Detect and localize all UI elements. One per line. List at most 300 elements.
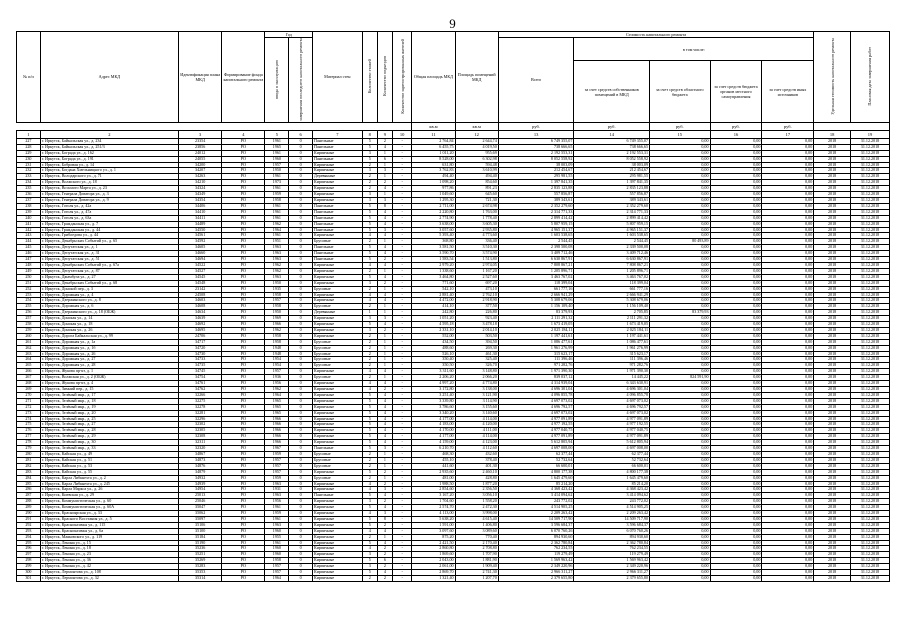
row-year-commissioning: 1965 [265,398,289,404]
row-floors: 4 [362,233,377,239]
row-total-cost: 212 454,67 [498,168,574,174]
row-planned-date: 31.12.2018 [850,451,889,457]
row-year-plan: 2018 [814,410,851,416]
row-residents: - [392,564,411,570]
row-number: 227 [17,138,41,144]
column-number: 14 [574,130,650,138]
row-year-commissioning: 1962 [265,327,289,333]
row-year-last-repair: 0 [289,162,313,168]
row-id-code: 35097 [179,516,222,522]
row-other-cost: 0,00 [762,339,814,345]
row-floors: 4 [362,381,377,387]
row-planned-date: 31.12.2018 [850,381,889,387]
row-local-budget: 0,00 [710,404,762,410]
row-region-budget: 0,00 [650,339,711,345]
row-entrances: 1 [377,345,392,351]
row-floors: 5 [362,570,377,576]
row-floors: 2 [362,457,377,463]
row-total-cost: 3 596 684,37 [498,522,574,528]
row-wall-material: Деревянные [312,174,362,180]
row-address: г. Иркутск, Дорожная ул., д. 6 [40,304,178,310]
row-id-code: 34762 [179,387,222,393]
row-local-budget: 0,00 [710,209,762,215]
row-entrances: 1 [377,304,392,310]
row-year-commissioning: 1958 [265,198,289,204]
row-address: г. Иркутск, Декабрьских Событий ул., д. 68 [40,280,178,286]
row-year-commissioning: 1960 [265,552,289,558]
row-fund-form: РО [222,192,265,198]
row-entrances: 1 [377,475,392,481]
row-residents: - [392,558,411,564]
row-fund-form: РО [222,156,265,162]
row-planned-date: 31.12.2018 [850,239,889,245]
row-total-area: 2 220,80 [412,209,455,215]
row-fund-form: РО [222,434,265,440]
row-wall-material: Брусовые [312,351,362,357]
row-year-commissioning: 1966 [265,434,289,440]
row-other-cost: 0,00 [762,227,814,233]
row-total-area: 3 167,20 [412,493,455,499]
row-region-budget: 824 591,90 [650,375,711,381]
row-planned-date: 31.12.2018 [850,410,889,416]
row-year-last-repair: 0 [289,351,313,357]
column-number: 5 [265,130,289,138]
row-region-budget: 0,00 [650,499,711,505]
row-total-area: 1 011,20 [412,150,455,156]
row-planned-date: 31.12.2018 [850,369,889,375]
row-address: г. Иркутск, Богдана Хмельницкого ул., д. 1 [40,168,178,174]
row-other-cost: 0,00 [762,333,814,339]
row-planned-date: 31.12.2018 [850,316,889,322]
row-local-budget: 0,00 [710,570,762,576]
row-year-last-repair: 0 [289,268,313,274]
row-owners-cost: 2 352 279,60 [574,203,650,209]
row-year-plan: 2018 [814,333,851,339]
row-living-area: 4 019,50 [455,144,498,150]
row-wall-material: Кирпичные [312,540,362,546]
row-other-cost: 0,00 [762,570,814,576]
row-planned-date: 31.12.2018 [850,156,889,162]
row-year-commissioning: 1956 [265,381,289,387]
row-id-code: 34527 [179,268,222,274]
row-region-budget: 0,00 [650,162,711,168]
row-owners-cost: 315 623,17 [574,351,650,357]
row-owners-cost: 1 397 841,35 [574,180,650,186]
row-year-last-repair: 0 [289,322,313,328]
row-region-budget: 0,00 [650,570,711,576]
row-local-budget: 0,00 [710,138,762,144]
row-address: г. Иркутск, Донская ул., д. 26 [40,327,178,333]
row-total-area: 6 455,75 [412,144,455,150]
row-living-area: 3 610,99 [455,168,498,174]
row-entrances: 2 [377,180,392,186]
capital-repair-table [16,31,890,582]
row-other-cost: 0,00 [762,576,814,582]
row-id-code: 34603 [179,298,222,304]
row-year-last-repair: 0 [289,227,313,233]
row-address: г. Иркутск, Зелёный мкр., д. 18 [40,398,178,404]
row-number: 266 [17,369,41,375]
row-wall-material: Панельные [312,215,362,221]
row-region-budget: 0,00 [650,576,711,582]
row-id-code: 25013 [179,493,222,499]
row-region-budget: 0,00 [650,168,711,174]
row-floors: 5 [362,144,377,150]
row-owners-cost: 4 800 177,38 [574,469,650,475]
unit-local: руб. [710,122,762,130]
row-fund-form: РО [222,138,265,144]
row-total-cost: 1 673 419,05 [498,322,574,328]
row-wall-material: Кирпичные [312,198,362,204]
row-residents: - [392,233,411,239]
row-fund-form: РО [222,381,265,387]
row-total-cost: 4 514 905,25 [498,505,574,511]
row-owners-cost: 661 777,16 [574,286,650,292]
row-local-budget: 0,00 [710,322,762,328]
row-fund-form: РО [222,457,265,463]
row-other-cost: 0,00 [762,286,814,292]
row-total-cost: 2 209 263,42 [498,511,574,517]
row-local-budget: 0,00 [710,481,762,487]
row-residents: - [392,363,411,369]
row-floors: 4 [362,292,377,298]
row-living-area: 3 478,18 [455,322,498,328]
row-floors: 3 [362,280,377,286]
row-wall-material: Кирпичные [312,186,362,192]
row-number: 246 [17,251,41,257]
row-planned-date: 31.12.2018 [850,215,889,221]
row-total-cost: 295 981,55 [498,174,574,180]
row-total-cost: 315 623,17 [498,351,574,357]
row-residents: - [392,481,411,487]
row-year-plan: 2018 [814,546,851,552]
row-total-cost: 4 697 073,02 [498,398,574,404]
row-year-plan: 2018 [814,339,851,345]
row-year-plan: 2018 [814,298,851,304]
row-region-budget: 0,00 [650,416,711,422]
row-residents: - [392,534,411,540]
row-fund-form: РО [222,268,265,274]
row-fund-form: РО [222,162,265,168]
row-year-commissioning: 1960 [265,528,289,534]
row-address: г. Иркутск, Дорожная ул., д. 4 [40,292,178,298]
row-region-budget: 0,00 [650,192,711,198]
row-owners-cost: 2 192 553,31 [574,150,650,156]
row-floors: 2 [362,463,377,469]
row-living-area: 2 935,80 [455,227,498,233]
row-id-code: 34939 [179,481,222,487]
row-total-area: 242,80 [412,310,455,316]
row-total-cost: 8 052 558,92 [498,156,574,162]
row-year-last-repair: 0 [289,310,313,316]
row-total-area: 5 638,20 [412,516,455,522]
row-entrances: 2 [377,387,392,393]
row-address: г. Иркутск, Зелёный мкр., д. 25 [40,416,178,422]
row-living-area: 4 112,60 [455,446,498,452]
row-planned-date: 31.12.2018 [850,428,889,434]
row-address: г. Иркутск, Депутатская ул., д. 31 [40,251,178,257]
row-floors: 2 [362,286,377,292]
row-fund-form: РО [222,363,265,369]
row-year-commissioning: 1958 [265,292,289,298]
row-number: 233 [17,174,41,180]
row-floors: 3 [362,499,377,505]
row-number: 236 [17,192,41,198]
row-wall-material: Панельные [312,138,362,144]
row-year-commissioning: 1963 [265,493,289,499]
row-number: 279 [17,446,41,452]
row-owners-cost: 762 234,55 [574,546,650,552]
row-wall-material: Кирпичные [312,481,362,487]
row-region-budget: 0,00 [650,558,711,564]
row-entrances: 4 [377,292,392,298]
row-year-plan: 2018 [814,481,851,487]
row-local-budget: 0,00 [710,528,762,534]
row-entrances: 4 [377,251,392,257]
header-floors: Количество этажей [362,32,377,123]
row-fund-form: РО [222,428,265,434]
row-total-area: 494,40 [412,174,455,180]
row-local-budget: 0,00 [710,245,762,251]
row-id-code: 34207 [179,168,222,174]
row-fund-form: РО [222,262,265,268]
row-address: г. Иркутск, Гоголя ул., д. 42а [40,203,178,209]
row-residents: - [392,475,411,481]
row-entrances: 8 [377,516,392,522]
row-total-cost: 4 977 091,89 [498,434,574,440]
row-id-code: 35062 [179,511,222,517]
row-year-commissioning: 1959 [265,192,289,198]
row-year-plan: 2018 [814,156,851,162]
row-year-plan: 2018 [814,345,851,351]
row-total-area: 1 049,60 [412,192,455,198]
row-entrances: 4 [377,221,392,227]
row-total-area: 1 869,60 [412,552,455,558]
row-living-area: 3 056,10 [455,493,498,499]
row-address: г. Иркутск, Волжского ул., д. 18 [40,180,178,186]
row-planned-date: 31.12.2018 [850,245,889,251]
row-region-budget: 0,00 [650,434,711,440]
row-number: 229 [17,150,41,156]
row-id-code: 34550 [179,227,222,233]
row-year-last-repair: 0 [289,451,313,457]
row-id-code: 34717 [179,339,222,345]
row-id-code: 35269 [179,558,222,564]
row-residents: - [392,162,411,168]
row-wall-material: Кирпичные [312,516,362,522]
row-total-cost: 2 349 220,96 [498,564,574,570]
row-year-last-repair: 0 [289,274,313,280]
row-owners-cost: 4 696 792,57 [574,404,650,410]
row-total-cost: 243 772,02 [498,499,574,505]
row-year-last-repair: 0 [289,398,313,404]
row-other-cost: 0,00 [762,351,814,357]
row-other-cost: 0,00 [762,304,814,310]
row-id-code: 24508 [179,292,222,298]
row-planned-date: 31.12.2018 [850,162,889,168]
row-local-budget: 0,00 [710,144,762,150]
row-region-budget: 0,00 [650,280,711,286]
row-year-commissioning: 1950 [265,310,289,316]
row-entrances: 4 [377,369,392,375]
row-region-budget: 0,00 [650,245,711,251]
row-floors: 2 [362,576,377,582]
row-planned-date: 31.12.2018 [850,138,889,144]
row-address: г. Иркутск, Кайская ул., д. 55 [40,469,178,475]
row-other-cost: 0,00 [762,245,814,251]
row-year-plan: 2018 [814,138,851,144]
row-total-cost: 119 279,49 [498,552,574,558]
row-owners-cost: 4 696 301,04 [574,387,650,393]
row-total-area: 455,10 [412,457,455,463]
row-year-commissioning: 1965 [265,404,289,410]
row-total-area: 4 170,00 [412,428,455,434]
row-region-budget: 0,00 [650,180,711,186]
row-residents: - [392,522,411,528]
row-owners-cost: 6 749 355,07 [574,138,650,144]
header-year-last-repair: завершения последнего капитального ремонта [289,38,313,123]
row-floors: 5 [362,416,377,422]
row-other-cost: 0,00 [762,198,814,204]
row-residents: - [392,180,411,186]
row-total-area: 4 183,00 [412,422,455,428]
row-year-commissioning: 1966 [265,440,289,446]
row-total-cost: 738 666,65 [498,144,574,150]
row-year-commissioning: 1966 [265,416,289,422]
row-year-plan: 2018 [814,327,851,333]
row-region-budget: 0,00 [650,274,711,280]
row-fund-form: РО [222,570,265,576]
row-year-plan: 2018 [814,540,851,546]
row-local-budget: 0,00 [710,304,762,310]
row-id-code: 35190 [179,540,222,546]
row-fund-form: РО [222,245,265,251]
row-id-code: 34410 [179,209,222,215]
row-floors: 1 [362,310,377,316]
row-planned-date: 31.12.2018 [850,422,889,428]
row-other-cost: 0,00 [762,511,814,517]
row-other-cost: 0,00 [762,422,814,428]
row-entrances: 4 [377,540,392,546]
row-owners-cost: 2 111 291,32 [574,316,650,322]
row-local-budget: 0,00 [710,351,762,357]
row-floors: 5 [362,215,377,221]
row-other-cost: 0,00 [762,150,814,156]
row-total-cost: 4 697 008,00 [498,446,574,452]
row-local-budget: 0,00 [710,499,762,505]
row-fund-form: РО [222,516,265,522]
row-region-budget: 0,00 [650,534,711,540]
row-planned-date: 31.12.2018 [850,416,889,422]
row-id-code: 34489 [179,221,222,227]
row-id-code: 35236 [179,546,222,552]
column-number: 9 [377,130,392,138]
row-year-plan: 2018 [814,564,851,570]
row-wall-material: Кирпичные [312,233,362,239]
row-id-code: 34411 [179,215,222,221]
row-total-area: 4 595,18 [412,322,455,328]
row-living-area: 2 644,74 [455,138,498,144]
row-entrances: 4 [377,434,392,440]
row-id-code: 34561 [179,233,222,239]
row-region-budget: 0,00 [650,552,711,558]
row-total-area: 1 338,60 [412,268,455,274]
row-year-last-repair: 0 [289,558,313,564]
row-wall-material: Панельные [312,493,362,499]
row-fund-form: РО [222,499,265,505]
row-living-area: 2 356,50 [455,487,498,493]
row-other-cost: 0,00 [762,280,814,286]
row-total-area: 3 638,00 [412,221,455,227]
row-total-area: 2 860,80 [412,546,455,552]
row-total-area: 481,00 [412,475,455,481]
row-total-cost: 1 156 109,40 [498,304,574,310]
row-entrances: 2 [377,469,392,475]
row-year-commissioning: 1957 [265,369,289,375]
row-floors: 2 [362,375,377,381]
row-owners-cost: 4 977 091,89 [574,416,650,422]
row-living-area: 770,40 [455,534,498,540]
row-id-code: 34876 [179,463,222,469]
column-number: 19 [850,130,889,138]
row-year-last-repair: 0 [289,215,313,221]
row-year-commissioning: 1961 [265,215,289,221]
row-number: 295 [17,540,41,546]
row-total-cost: 2 192 553,31 [498,150,574,156]
row-local-budget: 0,00 [710,339,762,345]
row-year-last-repair: 0 [289,333,313,339]
row-local-budget: 0,00 [710,156,762,162]
row-wall-material: Кирпичные [312,398,362,404]
row-address: г. Иркутск, Грибоедова ул., д. 44 [40,233,178,239]
column-number: 8 [362,130,377,138]
row-planned-date: 31.12.2018 [850,552,889,558]
row-address: г. Иркутск, Донская ул., д. 14 [40,316,178,322]
row-region-budget: 0,00 [650,446,711,452]
row-residents: - [392,505,411,511]
row-other-cost: 0,00 [762,516,814,522]
row-local-budget: 0,00 [710,262,762,268]
header-residents: Количество зарегистрированных жителей [392,32,411,123]
row-year-last-repair: 0 [289,186,313,192]
row-planned-date: 31.12.2018 [850,351,889,357]
row-region-budget: 0,00 [650,227,711,233]
row-living-area: 594,48 [455,162,498,168]
row-wall-material: Кирпичные [312,558,362,564]
row-id-code: 35184 [179,534,222,540]
row-fund-form: РО [222,274,265,280]
row-year-commissioning: 1960 [265,156,289,162]
row-owners-cost: 3 463 767,02 [574,274,650,280]
row-floors: 5 [362,422,377,428]
row-entrances: 2 [377,257,392,263]
row-total-area: 631,80 [412,162,455,168]
row-wall-material: Кирпичные [312,499,362,505]
row-address: г. Иркутск, Байкальская ул., д. 251/3 [40,144,178,150]
row-fund-form: РО [222,180,265,186]
row-residents: - [392,186,411,192]
row-region-budget: 0,00 [650,268,711,274]
row-owners-cost: 4 965 151,37 [574,227,650,233]
row-other-cost: 0,00 [762,357,814,363]
row-floors: 4 [362,528,377,534]
row-planned-date: 31.12.2018 [850,221,889,227]
row-entrances: 4 [377,392,392,398]
row-other-cost: 0,00 [762,221,814,227]
row-residents: - [392,298,411,304]
row-floors: 5 [362,404,377,410]
row-residents: - [392,304,411,310]
